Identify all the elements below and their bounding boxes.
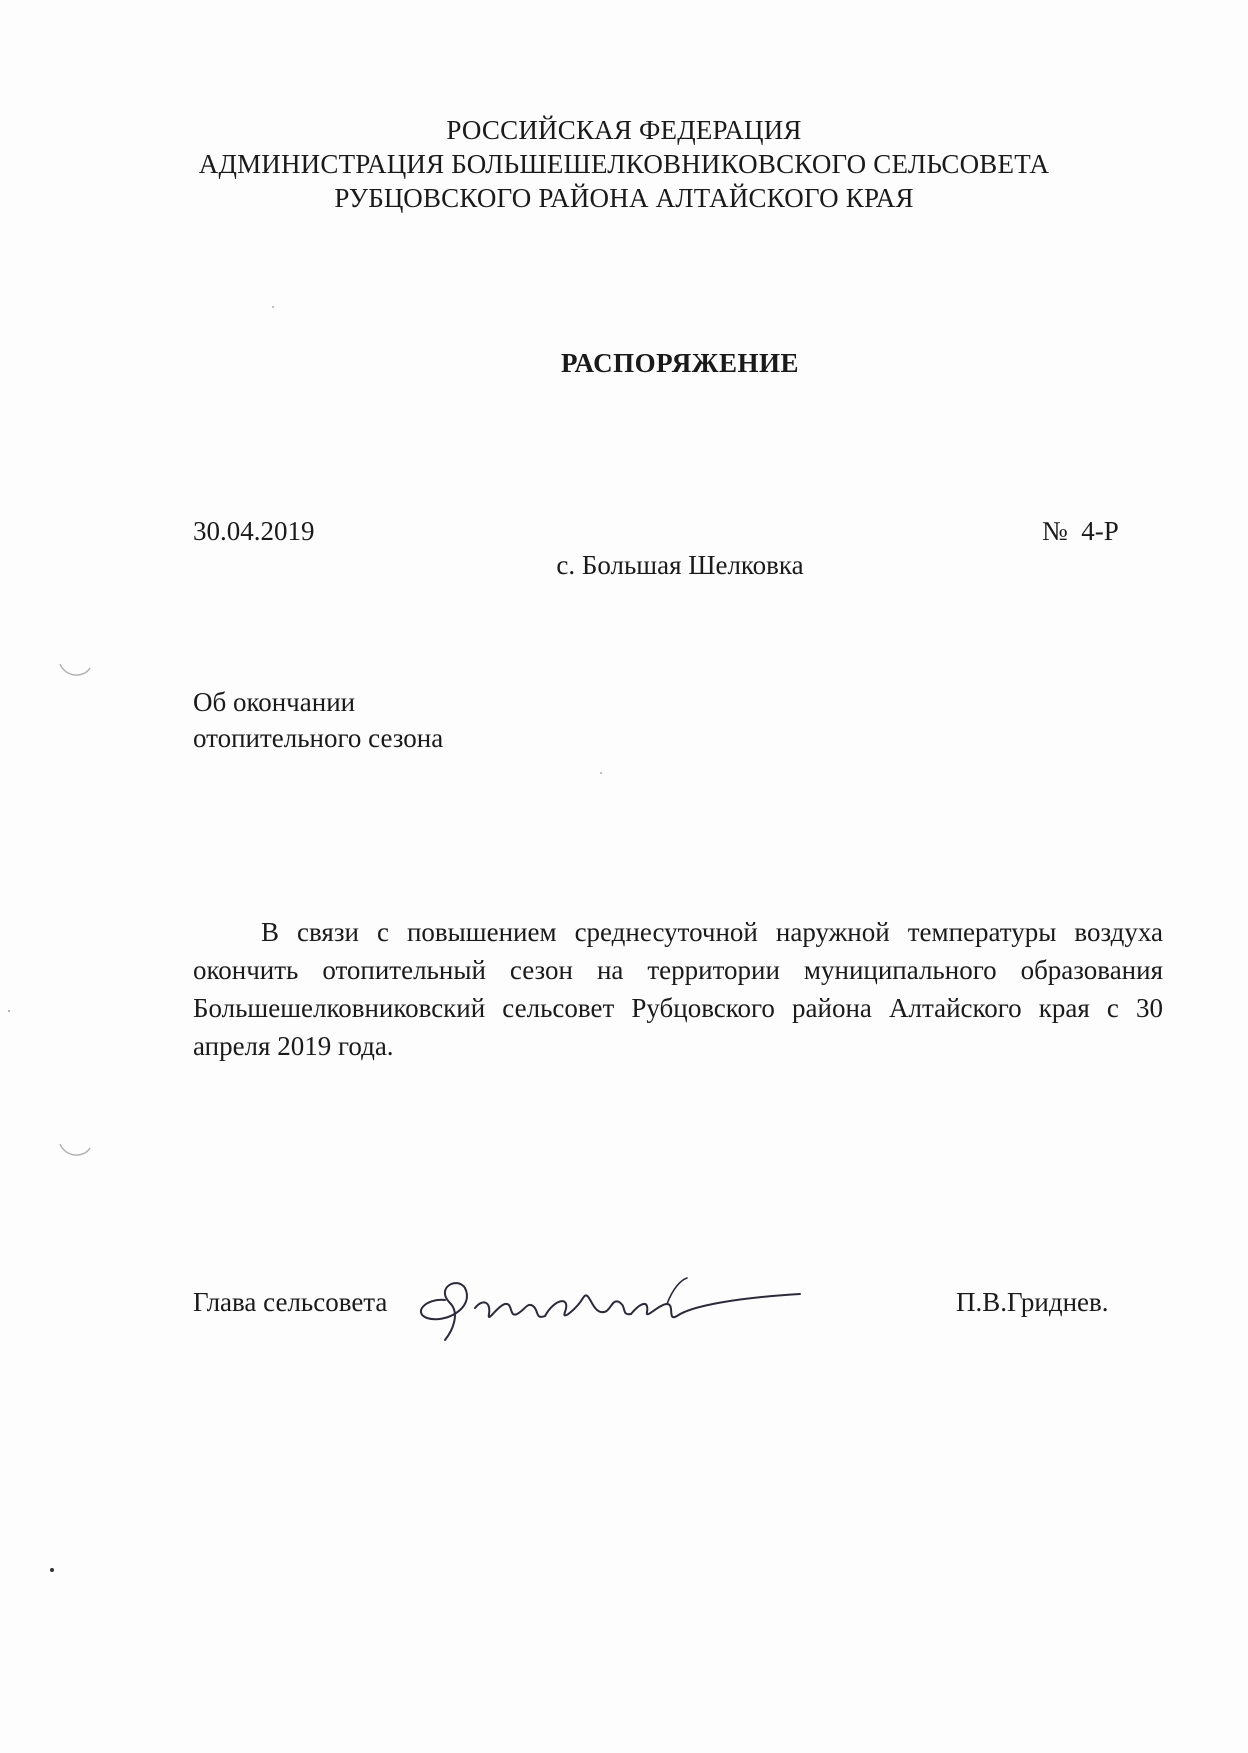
scan-speck [8, 1010, 10, 1012]
subject-line-2: отопительного сезона [193, 723, 444, 753]
document-subject [193, 684, 443, 756]
document-body-paragraph: В связи с повышением среднесуточной наружной температуры воздуха окончить отопительный сезон на территории муниципального образования Большешелковниковский сельсовет Рубцовского района Алтайского края с 30 апреля 2019 года. [193, 917, 1163, 1061]
document-place: с. Большая Шелковка [556, 550, 804, 580]
handwritten-signature [405, 1258, 805, 1348]
punch-hole-mark [58, 1140, 92, 1160]
header-region: РУБЦОВСКОГО РАЙОНА АЛТАЙСКОГО КРАЯ [334, 183, 914, 213]
scan-speck [272, 306, 274, 308]
document-number: № 4-Р [1042, 516, 1119, 546]
scan-speck [50, 1568, 54, 1572]
signatory-name: П.В.Гриднев. [956, 1287, 1109, 1317]
document-header [0, 113, 1248, 215]
subject-line-1: Об окончании [193, 687, 356, 717]
punch-hole-mark [58, 660, 92, 680]
header-administration: АДМИНИСТРАЦИЯ БОЛЬШЕШЕЛКОВНИКОВСКОГО СЕЛЬСОВЕТА [198, 149, 1050, 179]
signatory-role: Глава сельсовета [193, 1287, 388, 1317]
document-type-title: РАСПОРЯЖЕНИЕ [560, 348, 800, 378]
scan-speck [600, 772, 602, 774]
header-country: РОССИЙСКАЯ ФЕДЕРАЦИЯ [446, 115, 802, 145]
document-date: 30.04.2019 [193, 516, 315, 546]
